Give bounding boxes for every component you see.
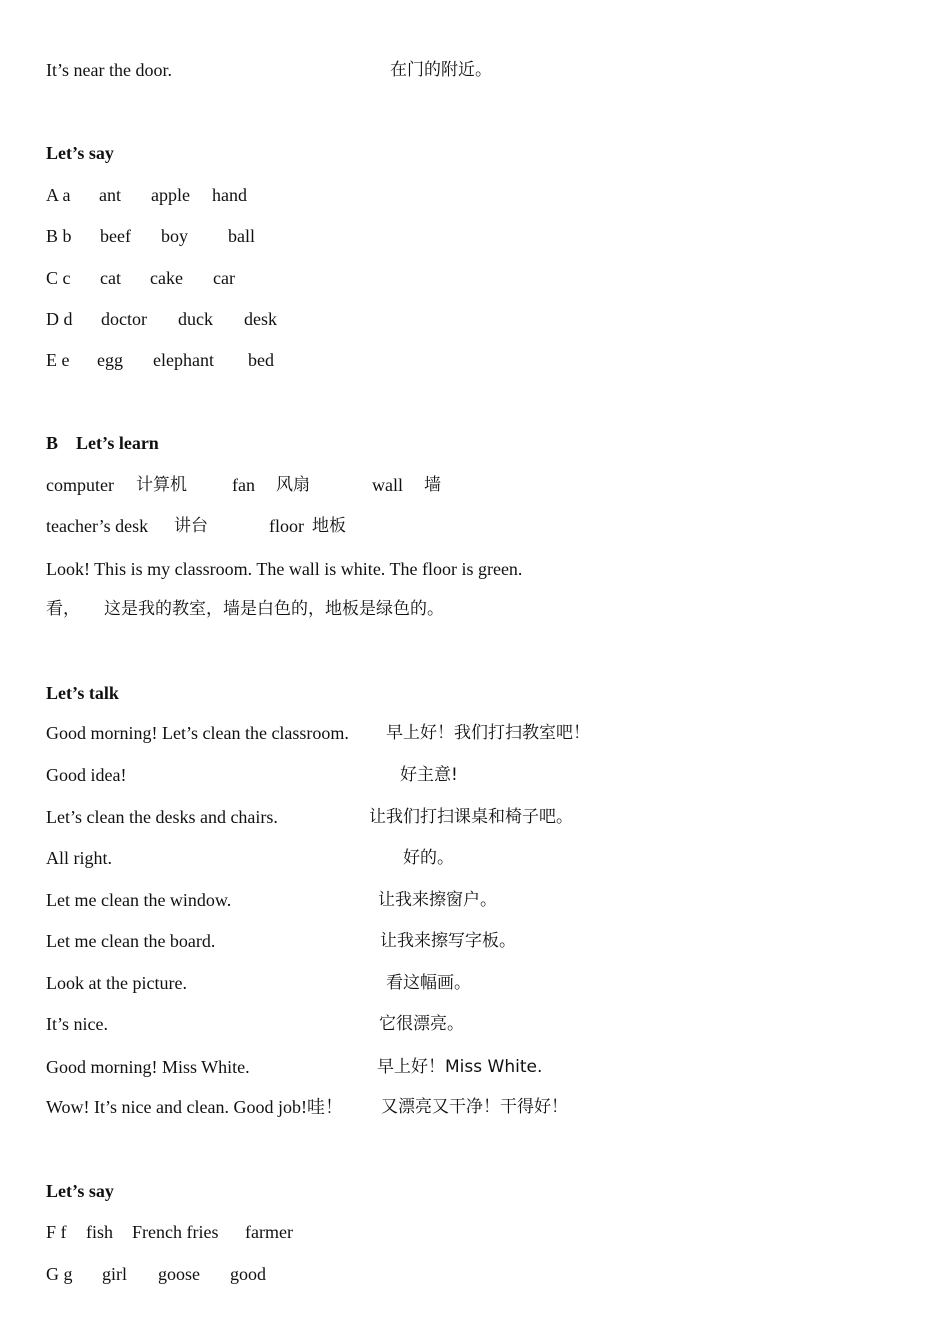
- dialogue-english: Good idea!: [46, 765, 127, 785]
- letter-label: B b: [46, 226, 72, 246]
- dialogue-chinese: 让我来擦写字板。: [380, 931, 516, 951]
- dialogue-chinese: 好主意!: [400, 765, 458, 785]
- dialogue-chinese: 又漂亮又干净！干得好！: [381, 1097, 568, 1117]
- vocab-english: teacher’s desk: [46, 516, 149, 536]
- letter-label: G g: [46, 1264, 73, 1284]
- vocab-english: floor: [269, 516, 304, 536]
- word: beef: [100, 226, 131, 246]
- word: duck: [178, 309, 213, 329]
- dialogue-chinese: 让我们打扫课桌和椅子吧。: [369, 807, 573, 827]
- dialogue-chinese: 让我来擦窗户。: [378, 890, 497, 910]
- word: girl: [102, 1264, 127, 1284]
- vocab-chinese: 地板: [312, 516, 346, 536]
- word: cat: [100, 268, 121, 288]
- dialogue-chinese: 早上好！Miss White.: [377, 1057, 543, 1077]
- word: hand: [212, 185, 247, 205]
- word: boy: [161, 226, 188, 246]
- dialogue-english: Let me clean the board.: [46, 931, 216, 951]
- word: good: [230, 1264, 266, 1284]
- word: bed: [248, 350, 274, 370]
- word: ball: [228, 226, 255, 246]
- word: farmer: [245, 1222, 293, 1242]
- intro-english: It’s near the door.: [46, 60, 172, 80]
- word: doctor: [101, 309, 147, 329]
- letter-label: A a: [46, 185, 71, 205]
- dialogue-english: Let’s clean the desks and chairs.: [46, 807, 278, 827]
- vocab-chinese: 计算机: [136, 475, 187, 495]
- dialogue-english: Look at the picture.: [46, 973, 187, 993]
- dialogue-english: Let me clean the window.: [46, 890, 232, 910]
- section-heading-lets-say-2: Let’s say: [46, 1181, 114, 1201]
- section-heading-lets-say-1: Let’s say: [46, 143, 114, 163]
- classroom-sentence-english: Look! This is my classroom. The wall is white. The floor is green.: [46, 559, 523, 579]
- dialogue-english: It’s nice.: [46, 1014, 108, 1034]
- word: fish: [86, 1222, 113, 1242]
- intro-chinese: 在门的附近。: [390, 60, 492, 80]
- vocab-chinese: 风扇: [276, 475, 310, 495]
- vocab-english: fan: [232, 475, 255, 495]
- word: apple: [151, 185, 190, 205]
- dialogue-english: Good morning! Let’s clean the classroom.: [46, 723, 349, 743]
- word: desk: [244, 309, 277, 329]
- dialogue-english: All right.: [46, 848, 112, 868]
- letter-label: F f: [46, 1222, 67, 1242]
- dialogue-chinese: 看这幅画。: [386, 973, 471, 993]
- word: French fries: [132, 1222, 219, 1242]
- sentence-chinese-part: 这是我的教室，墙是白色的，地板是绿色的。: [104, 599, 444, 619]
- dialogue-english: Good morning! Miss White.: [46, 1057, 250, 1077]
- letter-label: D d: [46, 309, 73, 329]
- letter-label: C c: [46, 268, 71, 288]
- dialogue-chinese: 早上好！我们打扫教室吧！: [386, 723, 590, 743]
- sentence-chinese-part: 看，: [46, 599, 80, 619]
- section-heading-lets-talk: Let’s talk: [46, 683, 119, 703]
- word: car: [213, 268, 235, 288]
- word: cake: [150, 268, 183, 288]
- word: egg: [97, 350, 123, 370]
- vocab-chinese: 墙: [424, 475, 441, 495]
- dialogue-chinese: 它很漂亮。: [379, 1014, 464, 1034]
- word: elephant: [153, 350, 214, 370]
- section-heading-lets-learn: B Let’s learn: [46, 433, 159, 453]
- dialogue-english: Wow! It’s nice and clean. Good job!哇！: [46, 1097, 343, 1117]
- word: ant: [99, 185, 121, 205]
- letter-label: E e: [46, 350, 70, 370]
- vocab-english: wall: [372, 475, 403, 495]
- word: goose: [158, 1264, 200, 1284]
- vocab-english: computer: [46, 475, 114, 495]
- dialogue-chinese: 好的。: [403, 848, 454, 868]
- vocab-chinese: 讲台: [174, 516, 208, 536]
